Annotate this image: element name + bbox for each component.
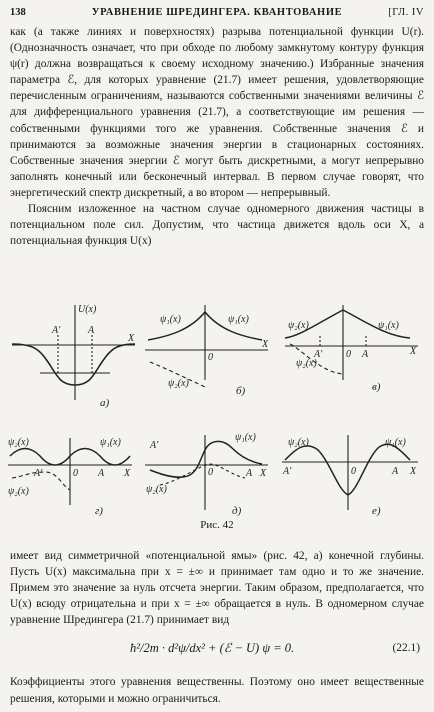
x-axis-label: X — [260, 468, 267, 479]
psi1-label: ψ₁(x) — [160, 314, 181, 325]
psi2-label: ψ₂(x) — [288, 320, 309, 331]
figure-42 — [0, 300, 434, 540]
psi2-label: ψ₂(x) — [8, 486, 29, 497]
figure-drawing — [0, 300, 434, 540]
text-top — [10, 24, 424, 249]
page-number: 138 — [10, 7, 26, 18]
panel-label-b: б) — [236, 385, 246, 397]
panel-label-d: г) — [95, 505, 103, 517]
psi2-label: ψ₂(x) — [288, 437, 309, 448]
psi2-label: ψ₂(x) — [8, 437, 29, 448]
psi2-label: ψ₂(x) — [146, 484, 167, 495]
origin-label: 0 — [346, 349, 351, 360]
figure-caption: Рис. 42 — [200, 519, 234, 531]
paragraph: Коэффициенты этого уравнения вещественны. Поэтому оно имеет вещественные решения, которыми и можно ограничиться. — [10, 676, 424, 705]
panel-label-e: д) — [232, 505, 242, 517]
origin-label: 0 — [208, 467, 213, 478]
a-label: A — [98, 468, 105, 479]
paragraph: имеет вид симметричной «потенциальной ямы» (рис. 42, а) конечной глубины. Пусть U(x) максимальна при x = ±∞ и принимает там одно и то же значение. Примем это значение за нуль отсчета энергии. Таким образом, предполагается, что U(x) всюду отрицательна и при x = ±∞ обращается в нуль. В одномерном случае уравнение Шредингера (21.7) принимает вид — [10, 550, 424, 627]
a-label: A — [246, 468, 253, 479]
panel-label-c: в) — [372, 381, 381, 393]
u-axis-label: U(x) — [78, 304, 97, 315]
psi1-label: ψ₁(x) — [235, 432, 256, 443]
potential-curve — [12, 344, 135, 385]
a-prime-label: A' — [150, 440, 159, 451]
paragraph: как (а также линиях и поверхностях) разрыва потенциальной функции U(r). (Однозначность означает, что при обходе по любому замкнутому контуру функция ψ(r) должна возвращаться к своему исходному значению.) Избранные значения параметра ℰ, для которых уравнение (21.7) имеет решения, удовлетворяющие перечисленным ограничениям, называются собственными значениями величины ℰ для дифференциального уравнения (21.7), а соответствующие им решения — собственными функциями того же уравнения. Собственные значения ℰ и принимаются за возможные значения энергии в стационарных состояниях. Собственные значения энергии ℰ могут быть дискретными, а могут непрерывно заполнять конечный или бесконечный интервал. В первом случае говорят, что энергетический спектр дискретный, а во втором — непрерывный. — [10, 26, 424, 199]
psi1-label: ψ₁(x) — [100, 437, 121, 448]
origin-label: 0 — [73, 468, 78, 479]
psi2-label: ψ₂(x) — [168, 378, 189, 389]
a-prime-label: A' — [34, 468, 43, 479]
origin-label: 0 — [351, 466, 356, 477]
a-label: A — [392, 466, 399, 477]
x-axis-label: X — [410, 466, 417, 477]
psi1-label: ψ₁(x) — [385, 437, 406, 448]
equation-number: (22.1) — [392, 642, 420, 655]
running-header — [10, 6, 424, 20]
a-prime-label: A' — [52, 325, 61, 336]
panel-label-f: е) — [372, 505, 381, 517]
a-label: A — [362, 349, 369, 360]
x-axis-label: X — [262, 339, 269, 350]
schrodinger-equation: ħ²/2m · d²ψ/dx² + (ℰ − U) ψ = 0. — [130, 641, 295, 656]
x-axis-label: X — [410, 346, 417, 357]
psi1-label: ψ₁(x) — [228, 314, 249, 325]
running-title: УРАВНЕНИЕ ШРЕДИНГЕРА. КВАНТОВАНИЕ — [91, 7, 343, 18]
a-prime-label: A' — [283, 466, 292, 477]
x-axis-label: X — [128, 333, 135, 344]
x-axis-label: X — [124, 468, 131, 479]
text-bottom — [10, 548, 424, 707]
psi2-label: ψ₂(x) — [296, 358, 317, 369]
chapter-marker: [ГЛ. IV — [388, 7, 424, 18]
a-prime-label: A' — [314, 349, 323, 360]
panel-label-a: а) — [100, 397, 110, 409]
origin-label: 0 — [208, 352, 213, 363]
psi2-curve — [160, 464, 245, 485]
paragraph: Поясним изложенное на частном случае одномерного движения частицы в потенциальном поле сил. Допустим, что частица движется вдоль оси X, а потенциальная функция U(x) — [10, 203, 424, 248]
equation-block — [10, 632, 424, 668]
a-label: A — [88, 325, 95, 336]
psi1-label: ψ₁(x) — [378, 320, 399, 331]
panel-a — [12, 305, 135, 400]
